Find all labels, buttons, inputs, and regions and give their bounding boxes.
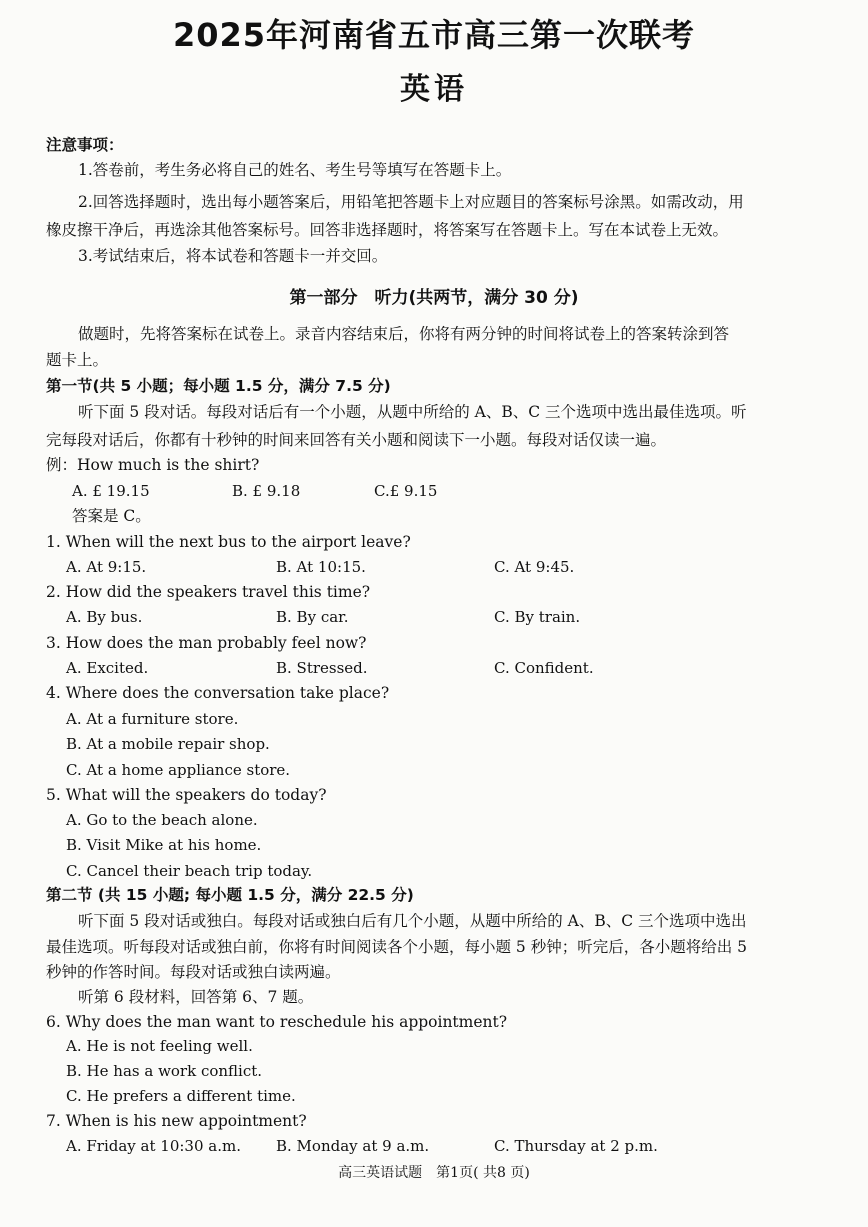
- notice-item-3: 3.考试结束后，将本试卷和答题卡一并交回。: [78, 247, 388, 265]
- example-option-a: A. £ 19.15: [72, 482, 150, 500]
- page-footer: 高三英语试题 第1页( 共8 页): [338, 1165, 530, 1181]
- question-6-option-b: B. He has a work conflict.: [66, 1062, 263, 1080]
- example-option-b: B. £ 9.18: [232, 482, 301, 500]
- question-2-option-c: C. By train.: [494, 608, 581, 626]
- question-1: 1. When will the next bus to the airport leave?: [46, 533, 411, 551]
- question-2-option-b: B. By car.: [276, 608, 349, 626]
- part1-heading: 第一部分 听力(共两节，满分 30 分): [289, 288, 579, 308]
- question-4: 4. Where does the conversation take place?: [46, 684, 390, 702]
- example-option-c: C.£ 9.15: [374, 482, 438, 500]
- question-2-option-a: A. By bus.: [66, 608, 143, 626]
- question-3-option-c: C. Confident.: [494, 659, 594, 677]
- part1-intro-line-2: 题卡上。: [46, 351, 109, 369]
- question-5-option-a: A. Go to the beach alone.: [66, 811, 258, 829]
- question-5-option-b: B. Visit Mike at his home.: [66, 836, 262, 854]
- question-4-option-a: A. At a furniture store.: [66, 710, 239, 728]
- example-question: 例：How much is the shirt?: [46, 456, 260, 474]
- subject-title: 英语: [400, 72, 468, 107]
- question-5: 5. What will the speakers do today?: [46, 786, 327, 804]
- section2-intro-line-2: 最佳选项。听每段对话或独白前，你将有时间阅读各个小题，每小题 5 秒钟；听完后，各小题将给出 5: [46, 938, 748, 956]
- question-7-option-a: A. Friday at 10:30 a.m.: [66, 1137, 241, 1155]
- example-answer: 答案是 C。: [72, 507, 151, 525]
- question-6-option-c: C. He prefers a different time.: [66, 1087, 296, 1105]
- question-3-option-b: B. Stressed.: [276, 659, 368, 677]
- question-1-option-b: B. At 10:15.: [276, 558, 366, 576]
- question-7-option-b: B. Monday at 9 a.m.: [276, 1137, 430, 1155]
- question-6: 6. Why does the man want to reschedule his appointment?: [46, 1013, 508, 1031]
- material-6-instruction: 听第 6 段材料，回答第 6、7 题。: [78, 988, 314, 1006]
- question-1-option-c: C. At 9:45.: [494, 558, 575, 576]
- section1-heading: 第一节(共 5 小题；每小题 1.5 分，满分 7.5 分): [46, 377, 391, 395]
- question-7: 7. When is his new appointment?: [46, 1112, 307, 1130]
- notice-heading: 注意事项：: [46, 136, 124, 154]
- part1-intro-line-1: 做题时，先将答案标在试卷上。录音内容结束后，你将有两分钟的时间将试卷上的答案转涂到答: [78, 325, 730, 343]
- question-2: 2. How did the speakers travel this time?: [46, 583, 371, 601]
- exam-title: 2025年河南省五市高三第一次联考: [172, 16, 696, 54]
- question-4-option-c: C. At a home appliance store.: [66, 761, 291, 779]
- notice-item-1: 1.答卷前，考生务必将自己的姓名、考生号等填写在答题卡上。: [78, 161, 512, 179]
- section1-intro-line-1: 听下面 5 段对话。每段对话后有一个小题，从题中所给的 A、B、C 三个选项中选出最佳选项。听: [78, 403, 747, 421]
- question-1-option-a: A. At 9:15.: [66, 558, 147, 576]
- notice-item-2-line-1: 2.回答选择题时，选出每小题答案后，用铅笔把答题卡上对应题目的答案标号涂黑。如需改动，用: [78, 193, 744, 211]
- section1-intro-line-2: 完每段对话后，你都有十秒钟的时间来回答有关小题和阅读下一小题。每段对话仅读一遍。: [46, 431, 667, 449]
- section2-intro-line-3: 秒钟的作答时间。每段对话或独白读两遍。: [46, 963, 341, 981]
- section2-heading: 第二节 (共 15 小题; 每小题 1.5 分，满分 22.5 分): [46, 886, 414, 904]
- question-5-option-c: C. Cancel their beach trip today.: [66, 862, 313, 880]
- question-6-option-a: A. He is not feeling well.: [66, 1037, 253, 1055]
- question-7-option-c: C. Thursday at 2 p.m.: [494, 1137, 658, 1155]
- question-3: 3. How does the man probably feel now?: [46, 634, 367, 652]
- question-3-option-a: A. Excited.: [66, 659, 149, 677]
- question-4-option-b: B. At a mobile repair shop.: [66, 735, 270, 753]
- section2-intro-line-1: 听下面 5 段对话或独白。每段对话或独白后有几个小题，从题中所给的 A、B、C 三个选项中选出: [78, 912, 747, 930]
- notice-item-2-line-2: 橡皮擦干净后，再选涂其他答案标号。回答非选择题时，将答案写在答题卡上。写在本试卷上无效。: [46, 221, 729, 239]
